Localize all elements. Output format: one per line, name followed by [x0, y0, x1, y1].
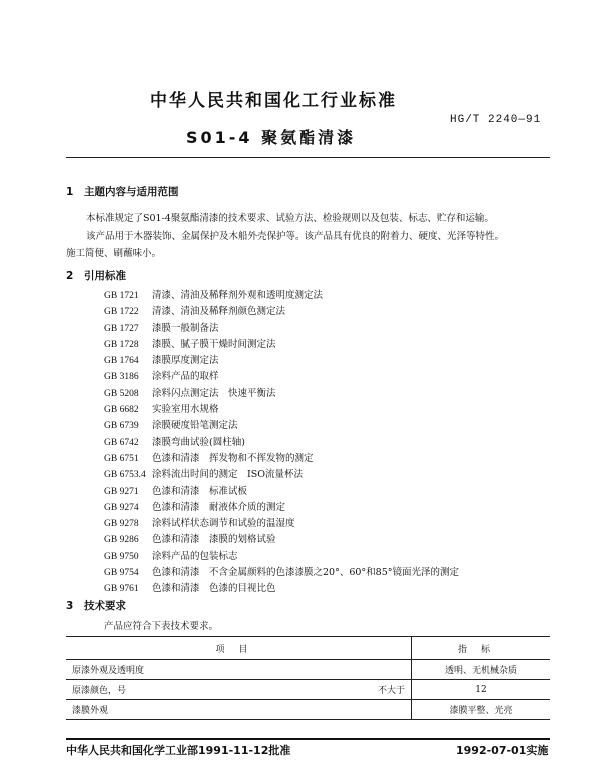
section-title: 主题内容与适用范围 [84, 186, 179, 198]
reference-title: 清漆、清油及稀释剂外观和透明度测定法 [152, 290, 324, 301]
reference-item [104, 581, 459, 597]
reference-code: GB 5208 [104, 388, 139, 399]
approval-notice: 中华人民共和国化学工业部1991-11-12批准 [66, 744, 291, 757]
reference-title: 涂料闪点测定法 快速平衡法 [152, 387, 276, 399]
reference-item [104, 418, 459, 434]
reference-item [104, 467, 459, 483]
section-number: 2 [66, 270, 74, 282]
standard-title: 中华人民共和国化工行业标准 [150, 91, 397, 111]
reference-code: GB 6751 [104, 453, 139, 464]
section-number: 1 [66, 186, 74, 198]
reference-code: GB 9754 [104, 568, 139, 579]
reference-title: 色漆和清漆 不含金属颜料的色漆漆膜之20°、60°和85°镜面光泽的测定 [152, 567, 460, 579]
table-cell-value: 漆膜平整、光亮 [412, 700, 551, 720]
reference-item [104, 549, 459, 565]
reference-code: GB 3186 [104, 372, 139, 383]
requirements-table [66, 636, 550, 720]
reference-item [104, 337, 459, 353]
reference-code: GB 9750 [104, 551, 139, 562]
reference-code: GB 1727 [104, 323, 139, 334]
reference-item [104, 402, 459, 418]
reference-title: 实验室用水规格 [152, 404, 219, 416]
section-1-heading [66, 184, 179, 199]
section-title: 引用标准 [84, 270, 126, 282]
reference-item [104, 565, 459, 581]
reference-title: 色漆和清漆 色漆的目视比色 [152, 583, 276, 595]
reference-title: 漆膜弯曲试验(圆柱轴) [152, 436, 245, 448]
reference-title: 涂料试样状态调节和试验的温湿度 [152, 518, 295, 530]
reference-item [104, 435, 459, 451]
table-cell-item [66, 660, 412, 680]
reference-code: GB 1721 [104, 291, 139, 301]
effective-date: 1992-07-01实施 [456, 744, 549, 757]
item-condition: 不大于 [377, 686, 405, 696]
reference-title: 漆膜一般制备法 [152, 322, 219, 334]
reference-code: GB 1728 [104, 339, 139, 350]
reference-code: GB 6682 [104, 405, 139, 416]
item-label: 原漆颜色，号 [72, 686, 127, 696]
section-1-paragraph-2: 该产品用于木器装饰、金属保护及木船外壳保护等。该产品具有优良的附着力、硬度、光泽等特性。 [86, 231, 505, 242]
section-1-paragraph-2-cont: 施工简便、刷蘸味小。 [66, 248, 162, 259]
reference-code: GB 6753.4 [104, 470, 146, 481]
reference-title: 涂料流出时间的测定 ISO流量杯法 [152, 469, 304, 481]
section-title: 技术要求 [84, 600, 126, 612]
reference-item [104, 386, 459, 402]
reference-code: GB 6739 [104, 421, 139, 432]
reference-title: 色漆和清漆 耐液体介质的测定 [152, 501, 286, 513]
section-number: 3 [66, 600, 74, 612]
section-3-heading [66, 598, 126, 613]
reference-title: 清漆、清油及稀释剂颜色测定法 [152, 306, 286, 318]
reference-title: 漆膜厚度测定法 [152, 355, 219, 367]
reference-item [104, 321, 459, 337]
column-header-value: 指标 [412, 637, 551, 660]
table-row [66, 660, 550, 680]
reference-code: GB 9271 [104, 486, 139, 497]
section-2-heading [66, 268, 126, 283]
table-cell-item [66, 680, 412, 700]
reference-code: GB 9278 [104, 519, 139, 530]
document-title: S01-4 聚氨酯清漆 [186, 128, 357, 147]
reference-item [104, 369, 459, 385]
reference-code: GB 9761 [104, 584, 139, 595]
table-row [66, 700, 550, 720]
table-header-row [66, 637, 550, 660]
reference-item [104, 500, 459, 516]
reference-item [104, 451, 459, 467]
column-header-item: 项目 [66, 637, 412, 660]
reference-title: 涂料产品的取样 [152, 371, 219, 383]
reference-code: GB 1722 [104, 307, 139, 318]
section-1-paragraph-1: 本标准规定了S01-4聚氨酯清漆的技术要求、试验方法、检验规则以及包装、标志、贮存和运输。 [86, 213, 494, 224]
item-label: 原漆外观及透明度 [72, 666, 145, 676]
reference-code: GB 9274 [104, 502, 139, 513]
reference-item [104, 353, 459, 369]
reference-code: GB 1764 [104, 356, 139, 367]
table-cell-item [66, 700, 412, 720]
reference-title: 色漆和清漆 标准试板 [152, 485, 248, 497]
reference-item [104, 532, 459, 548]
reference-item [104, 304, 459, 320]
reference-list [104, 288, 459, 598]
reference-code: GB 9286 [104, 535, 139, 546]
section-3-intro: 产品应符合下表技术要求。 [104, 621, 219, 632]
header-divider [66, 157, 550, 158]
footer-divider [66, 738, 550, 740]
reference-item [104, 516, 459, 532]
table-cell-value: 12 [412, 680, 551, 700]
item-label: 漆膜外观 [72, 706, 109, 716]
table-row [66, 680, 550, 700]
reference-code: GB 6742 [104, 437, 139, 448]
reference-title: 涂膜硬度铅笔测定法 [152, 420, 238, 432]
reference-title: 漆膜、腻子膜干燥时间测定法 [152, 338, 276, 350]
standard-code: HG/T 2240—91 [450, 114, 542, 126]
table-cell-value: 透明、无机械杂质 [412, 660, 551, 680]
reference-item [104, 288, 459, 304]
reference-title: 色漆和清漆 挥发物和不挥发物的测定 [152, 452, 314, 464]
reference-title: 色漆和清漆 漆膜的划格试验 [152, 534, 276, 546]
reference-title: 涂料产品的包装标志 [152, 550, 238, 562]
reference-item [104, 484, 459, 500]
